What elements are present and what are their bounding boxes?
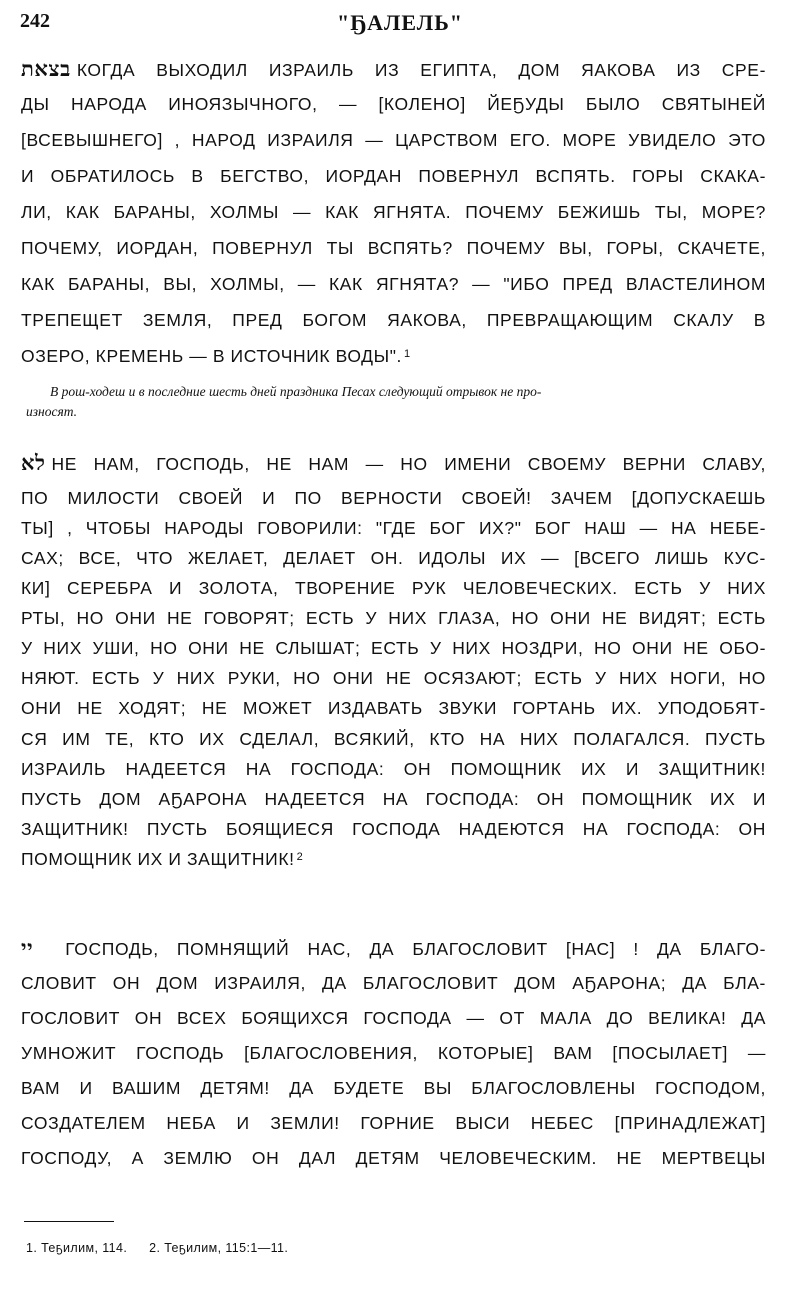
paragraph-2-line: לא НЕ НАМ, ГОСПОДЬ, НЕ НАМ — НО ИМЕНИ СВОЕМУ ВЕРНИ СЛАВУ, [21,450,766,475]
paragraph-1-line: ОЗЕРО, КРЕМЕНЬ — В ИСТОЧНИК ВОДЫ". $^1$ [21,346,411,366]
paragraph-1-line: ТРЕПЕЩЕТ ЗЕМЛЯ, ПРЕД БОГОМ ЯАКОВА, ПРЕВРАЩАЮЩИМ СКАЛУ В [21,310,766,330]
paragraph-3-line: СЛОВИТ ОН ДОМ ИЗРАИЛЯ, ДА БЛАГОСЛОВИТ ДОМ АҔАРОНА; ДА БЛА- [21,973,766,993]
footnotes [26,1241,306,1255]
paragraph-2-line: ОНИ НЕ ХОДЯТ; НЕ МОЖЕТ ИЗДАВАТЬ ЗВУКИ ГОРТАНЬ ИХ. УПОДОБЯТ- [21,698,766,718]
footnote-separator [24,1221,114,1222]
footnote-1: 1. Теҕилим, 114. [26,1241,128,1255]
paragraph-2-line: ПОМОЩНИК ИХ И ЗАЩИТНИК! $^2$ [21,849,304,869]
paragraph-2-line: ЗАЩИТНИК! ПУСТЬ БОЯЩИЕСЯ ГОСПОДА НАДЕЮТСЯ НА ГОСПОДА: ОН [21,819,766,839]
hebrew-incipit-hashem: יי [21,935,34,960]
paragraph-2-line: ИЗРАИЛЬ НАДЕЕТСЯ НА ГОСПОДА: ОН ПОМОЩНИК ИХ И ЗАЩИТНИК! [21,759,766,779]
paragraph-3-line: ГОСПОДУ, А ЗЕМЛЮ ОН ДАЛ ДЕТЯМ ЧЕЛОВЕЧЕСКИМ. НЕ МЕРТВЕЦЫ [21,1148,766,1168]
paragraph-2-line: ПУСТЬ ДОМ АҔАРОНА НАДЕЕТСЯ НА ГОСПОДА: ОН ПОМОЩНИК ИХ И [21,789,766,809]
paragraph-3-line: ГОСЛОВИТ ОН ВСЕХ БОЯЩИХСЯ ГОСПОДА — ОТ МАЛА ДО ВЕЛИКА! ДА [21,1008,766,1028]
paragraph-2-line: САХ; ВСЕ, ЧТО ЖЕЛАЕТ, ДЕЛАЕТ ОН. ИДОЛЫ ИХ — [ВСЕГО ЛИШЬ КУС- [21,548,766,568]
hebrew-incipit-lo: לא [21,450,46,475]
paragraph-2-line: РТЫ, НО ОНИ НЕ ГОВОРЯТ; ЕСТЬ У НИХ ГЛАЗА, НО ОНИ НЕ ВИДЯТ; ЕСТЬ [21,608,766,628]
paragraph-3-line: УМНОЖИТ ГОСПОДЬ [БЛАГОСЛОВЕНИЯ, КОТОРЫЕ] ВАМ [ПОСЫЛАЕТ] — [21,1043,766,1063]
footnote-2: 2. Теҕилим, 115:1—11. [149,1241,289,1255]
paragraph-2-line: ТЫ] , ЧТОБЫ НАРОДЫ ГОВОРИЛИ: "ГДЕ БОГ ИХ?" БОГ НАШ — НА НЕБЕ- [21,518,766,538]
paragraph-1-line: ЛИ, КАК БАРАНЫ, ХОЛМЫ — КАК ЯГНЯТА. ПОЧЕМУ БЕЖИШЬ ТЫ, МОРЕ? [21,202,766,222]
instruction-note-line: В рош-ходеш и в последние шесть дней праздника Песах следующий отрывок не про- [50,384,542,399]
paragraph-2-line: У НИХ УШИ, НО ОНИ НЕ СЛЫШАТ; ЕСТЬ У НИХ НОЗДРИ, НО ОНИ НЕ ОБО- [21,638,766,658]
paragraph-2-line: НЯЮТ. ЕСТЬ У НИХ РУКИ, НО ОНИ НЕ ОСЯЗАЮТ; ЕСТЬ У НИХ НОГИ, НО [21,668,766,688]
paragraph-2-line: ПО МИЛОСТИ СВОЕЙ И ПО ВЕРНОСТИ СВОЕЙ! ЗАЧЕМ [ДОПУСКАЕШЬ [21,488,766,508]
paragraph-1-line: ДЫ НАРОДА ИНОЯЗЫЧНОГО, — [КОЛЕНО] ЙЕҔУДЫ БЫЛО СВЯТЫНЕЙ [21,94,766,114]
page-number: 242 [20,10,50,32]
footnote-ref: 1 [404,348,411,360]
paragraph-3-line: ВАМ И ВАШИМ ДЕТЯМ! ДА БУДЕТЕ ВЫ БЛАГОСЛОВЛЕНЫ ГОСПОДОМ, [21,1078,766,1098]
paragraph-3-line: СОЗДАТЕЛЕМ НЕБА И ЗЕМЛИ! ГОРНИЕ ВЫСИ НЕБЕС [ПРИНАДЛЕЖАТ] [21,1113,766,1133]
paragraph-3-line: יי ГОСПОДЬ, ПОМНЯЩИЙ НАС, ДА БЛАГОСЛОВИТ [НАС] ! ДА БЛАГО- [21,935,766,960]
paragraph-2-line: СЯ ИМ ТЕ, КТО ИХ СДЕЛАЛ, ВСЯКИЙ, КТО НА НИХ ПОЛАГАЛСЯ. ПУСТЬ [21,729,766,749]
paragraph-1-line: И ОБРАТИЛОСЬ В БЕГСТВО, ИОРДАН ПОВЕРНУЛ ВСПЯТЬ. ГОРЫ СКАКА- [21,166,766,186]
paragraph-1-line: [ВСЕВЫШНЕГО] , НАРОД ИЗРАИЛЯ — ЦАРСТВОМ ЕГО. МОРЕ УВИДЕЛО ЭТО [21,130,766,150]
paragraph-1-line: בצאת КОГДА ВЫХОДИЛ ИЗРАИЛЬ ИЗ ЕГИПТА, ДОМ ЯАКОВА ИЗ СРЕ- [21,56,766,81]
paragraph-1-line: ПОЧЕМУ, ИОРДАН, ПОВЕРНУЛ ТЫ ВСПЯТЬ? ПОЧЕМУ ВЫ, ГОРЫ, СКАЧЕТЕ, [21,238,766,258]
paragraph-2-line: КИ] СЕРЕБРА И ЗОЛОТА, ТВОРЕНИЕ РУК ЧЕЛОВЕЧЕСКИХ. ЕСТЬ У НИХ [21,578,766,598]
footnote-ref: 2 [296,851,304,863]
page-header [20,10,780,40]
instruction-note-line: износят. [26,404,78,419]
paragraph-1-line: КАК БАРАНЫ, ВЫ, ХОЛМЫ, — КАК ЯГНЯТА? — "ИБО ПРЕД ВЛАСТЕЛИНОМ [21,274,766,294]
running-title: "ҔАЛЕЛЬ" [337,10,463,35]
hebrew-incipit-betzet: בצאת [21,56,71,81]
